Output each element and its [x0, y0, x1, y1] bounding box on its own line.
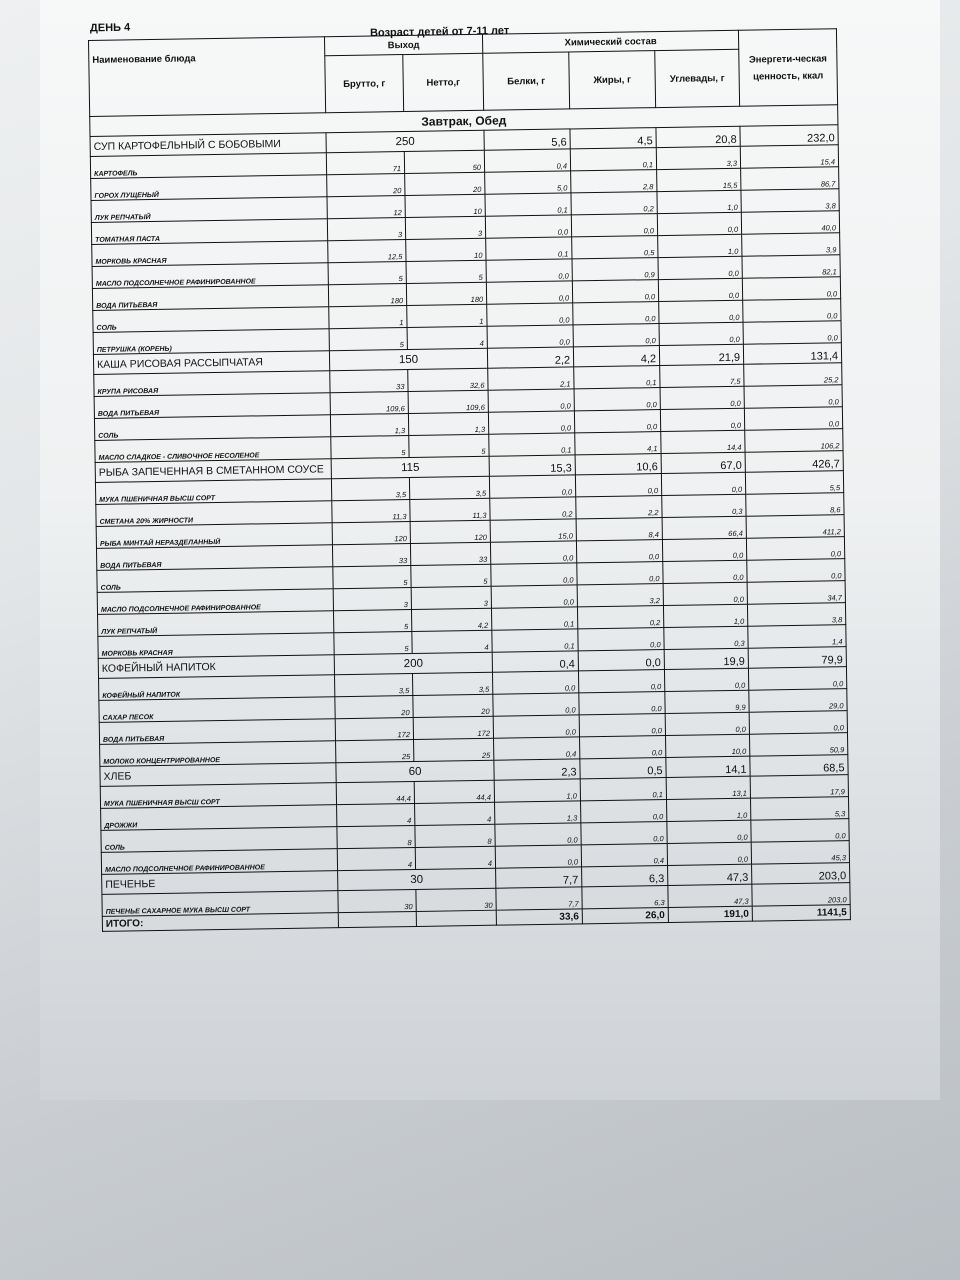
total-fat: 26,0: [582, 907, 668, 923]
carbs-value: 1,0: [667, 798, 751, 821]
protein-value: 0,0: [485, 215, 571, 238]
brutto-value: 25: [336, 739, 414, 762]
energy-value: 0,0: [744, 407, 842, 431]
carbs-value: 0,0: [657, 212, 741, 235]
energy-value: 40,0: [741, 211, 839, 235]
energy-value: 0,0: [742, 277, 840, 301]
ingredient-name: СОЛЬ: [101, 827, 337, 853]
fat-value: 0,0: [579, 692, 665, 715]
energy-value: 3,8: [741, 189, 839, 213]
protein-value: 0,1: [491, 607, 577, 630]
fat-value: 0,0: [579, 714, 665, 737]
fat-value: 0,0: [573, 324, 659, 347]
ingredient-name: ТОМАТНАЯ ПАСТА: [91, 219, 327, 245]
protein-value: 15,0: [490, 519, 576, 542]
brutto-value: 44,4: [336, 781, 414, 804]
netto-value: 5: [406, 260, 486, 283]
brutto-value: 200: [334, 652, 492, 674]
col-fat-header: Жиры, г: [569, 51, 656, 109]
ingredient-name: САХАР ПЕСОК: [99, 697, 335, 723]
energy-value: 86,7: [741, 167, 839, 191]
energy-value: 8,6: [746, 493, 844, 517]
protein-value: 0,0: [488, 411, 574, 434]
carbs-value: 1,0: [658, 234, 742, 257]
carbs-value: 20,8: [656, 126, 740, 147]
protein-value: 2,2: [487, 347, 573, 368]
brutto-value: 250: [326, 130, 484, 152]
netto-value: 8: [415, 824, 495, 847]
carbs-value: 0,0: [663, 560, 747, 583]
col-chem-header: Химический состав: [482, 30, 738, 53]
dish-name: ХЛЕБ: [100, 763, 336, 787]
netto-value: 4,2: [411, 608, 491, 631]
carbs-value: 66,4: [662, 516, 746, 539]
ingredient-name: КРУПА РИСОВАЯ: [94, 371, 330, 397]
netto-value: 3: [411, 586, 491, 609]
carbs-value: 47,3: [668, 884, 752, 907]
netto-value: 11,3: [410, 498, 490, 521]
energy-value: 5,5: [745, 471, 843, 495]
ingredient-name: МУКА ПШЕНИЧНАЯ ВЫСШ СОРТ: [100, 783, 336, 809]
energy-value: 0,0: [743, 321, 841, 345]
menu-table-wrapper: [88, 28, 850, 932]
carbs-value: 0,0: [659, 300, 743, 323]
brutto-value: 150: [329, 348, 487, 370]
col-energy-header: Энергети-ческая ценность, ккал: [738, 29, 837, 107]
brutto-value: 12: [327, 196, 405, 219]
ingredient-name: ВОДА ПИТЬЕВАЯ: [94, 393, 330, 419]
fat-value: 0,0: [581, 800, 667, 823]
protein-value: 2,1: [488, 367, 574, 390]
fat-value: 10,6: [575, 454, 661, 475]
brutto-value: 5: [329, 328, 407, 351]
fat-value: 8,4: [576, 518, 662, 541]
brutto-value: 5: [328, 262, 406, 285]
protein-value: 0,0: [495, 823, 581, 846]
energy-value: 0,0: [746, 537, 844, 561]
fat-value: 0,5: [580, 758, 666, 779]
netto-value: 180: [406, 282, 486, 305]
energy-value: 203,0: [752, 883, 850, 907]
dish-name: РЫБА ЗАПЕЧЕННАЯ В СМЕТАННОМ СОУСЕ: [95, 459, 331, 483]
brutto-value: 11,3: [332, 500, 410, 523]
energy-value: 5,3: [751, 797, 849, 821]
ingredient-name: ЛУК РЕПЧАТЫЙ: [91, 197, 327, 223]
protein-value: 0,0: [493, 715, 579, 738]
carbs-value: 0,3: [662, 494, 746, 517]
netto-value: 20: [405, 172, 485, 195]
fat-value: 0,1: [570, 148, 656, 171]
protein-value: 0,0: [488, 389, 574, 412]
carbs-value: 9,9: [665, 690, 749, 713]
fat-value: 0,0: [574, 410, 660, 433]
energy-value: 0,0: [751, 819, 849, 843]
fat-value: 0,0: [573, 302, 659, 325]
protein-value: 0,4: [484, 149, 570, 172]
col-protein-header: Белки, г: [483, 52, 570, 110]
carbs-value: 0,0: [660, 408, 744, 431]
netto-value: 120: [410, 520, 490, 543]
carbs-value: 67,0: [661, 452, 745, 473]
ingredient-name: МОРКОВЬ КРАСНАЯ: [92, 241, 328, 267]
energy-value: 68,5: [750, 755, 848, 777]
dish-name: ПЕЧЕНЬЕ: [102, 871, 338, 895]
fat-value: 2,2: [576, 496, 662, 519]
protein-value: 7,7: [496, 887, 582, 910]
netto-value: 3,5: [409, 476, 489, 499]
total-energy: 1141,5: [752, 905, 850, 922]
fat-value: 0,0: [578, 670, 664, 693]
brutto-value: 4: [337, 847, 415, 870]
protein-value: 0,1: [492, 629, 578, 652]
ingredient-name: ДРОЖЖИ: [101, 805, 337, 831]
protein-value: 15,3: [489, 455, 575, 476]
ingredient-name: МАСЛО ПОДСОЛНЕЧНОЕ РАФИНИРОВАННОЕ: [101, 849, 337, 875]
brutto-value: 109,6: [330, 392, 408, 415]
protein-value: 7,7: [496, 867, 582, 888]
protein-value: 1,0: [494, 779, 580, 802]
carbs-value: 0,0: [665, 712, 749, 735]
netto-value: 10: [405, 194, 485, 217]
fat-value: 0,0: [574, 388, 660, 411]
fat-value: 4,1: [575, 432, 661, 455]
brutto-value: 12,5: [328, 240, 406, 263]
brutto-value: 1: [329, 306, 407, 329]
ingredient-name: ГОРОХ ЛУЩЕНЫЙ: [91, 175, 327, 201]
energy-value: 50,9: [750, 733, 848, 757]
protein-value: 2,3: [494, 759, 580, 780]
netto-value: 5: [409, 434, 489, 457]
dish-name: СУП КАРТОФЕЛЬНЫЙ С БОБОВЫМИ: [90, 133, 326, 157]
fat-value: 0,5: [572, 236, 658, 259]
brutto-value: 3: [333, 587, 411, 610]
protein-value: 0,0: [486, 259, 572, 282]
brutto-value: 3,5: [334, 673, 412, 696]
ingredient-name: МАСЛО СЛАДКОЕ - СЛИВОЧНОЕ НЕСОЛЕНОЕ: [95, 437, 331, 463]
fat-value: 0,0: [578, 650, 664, 671]
ingredient-name: МАСЛО ПОДСОЛНЕЧНОЕ РАФИНИРОВАННОЕ: [92, 263, 328, 289]
netto-value: 44,4: [414, 780, 494, 803]
protein-value: 5,6: [484, 129, 570, 150]
meal-section-title: Завтрак, Обед: [90, 105, 838, 137]
carbs-value: 7,5: [660, 364, 744, 387]
total-protein: 33,6: [496, 909, 582, 925]
nutrition-table: [88, 28, 851, 932]
brutto-value: 5: [334, 631, 412, 654]
carbs-value: 0,0: [658, 256, 742, 279]
ingredient-name: КАРТОФЕЛЬ: [90, 153, 326, 179]
total-netto: [416, 910, 496, 926]
total-label: ИТОГО:: [102, 913, 338, 932]
fat-value: 0,1: [580, 778, 666, 801]
energy-value: 34,7: [747, 581, 845, 605]
netto-value: 50: [404, 150, 484, 173]
brutto-value: 30: [338, 889, 416, 912]
netto-value: 32,6: [408, 368, 488, 391]
ingredient-name: СОЛЬ: [93, 307, 329, 333]
carbs-value: 15,5: [657, 168, 741, 191]
ingredient-name: ПЕЧЕНЬЕ САХАРНОЕ МУКА ВЫСШ СОРТ: [102, 891, 338, 917]
energy-value: 0,0: [744, 385, 842, 409]
carbs-value: 1,0: [663, 604, 747, 627]
netto-value: 33: [410, 542, 490, 565]
fat-value: 0,0: [571, 214, 657, 237]
age-group-title: Возраст детей от 7-11 лет: [369, 24, 510, 40]
protein-value: 0,0: [495, 845, 581, 868]
brutto-value: 20: [327, 174, 405, 197]
carbs-value: 0,3: [664, 626, 748, 649]
brutto-value: 180: [328, 284, 406, 307]
ingredient-name: МАСЛО ПОДСОЛНЕЧНОЕ РАФИНИРОВАННОЕ: [97, 589, 333, 615]
ingredient-name: МУКА ПШЕНИЧНАЯ ВЫСШ СОРТ: [95, 479, 331, 505]
col-output-header: Выход: [324, 34, 482, 55]
carbs-value: 0,0: [667, 820, 751, 843]
protein-value: 0,0: [490, 541, 576, 564]
brutto-value: 3: [327, 218, 405, 241]
netto-value: 20: [413, 694, 493, 717]
fat-value: 0,0: [576, 540, 662, 563]
fat-value: 4,5: [570, 128, 656, 149]
carbs-value: 0,0: [658, 278, 742, 301]
col-brutto-header: Брутто, г: [325, 55, 404, 113]
ingredient-name: ЛУК РЕПЧАТЫЙ: [98, 611, 334, 637]
netto-value: 30: [416, 888, 496, 911]
brutto-value: 71: [326, 152, 404, 175]
netto-value: 4: [415, 802, 495, 825]
ingredient-name: ВОДА ПИТЬЕВАЯ: [99, 719, 335, 745]
brutto-value: 33: [332, 543, 410, 566]
fat-value: 0,1: [574, 366, 660, 389]
fat-value: 0,0: [581, 822, 667, 845]
brutto-value: 8: [337, 825, 415, 848]
fat-value: 0,0: [580, 736, 666, 759]
brutto-value: 5: [333, 609, 411, 632]
fat-value: 0,0: [572, 280, 658, 303]
protein-value: 5,0: [485, 171, 571, 194]
protein-value: 0,2: [490, 497, 576, 520]
protein-value: 0,4: [492, 651, 578, 672]
energy-value: 131,4: [743, 343, 841, 365]
carbs-value: 0,0: [661, 472, 745, 495]
fat-value: 0,9: [572, 258, 658, 281]
energy-value: 25,2: [744, 363, 842, 387]
brutto-value: 1,3: [330, 414, 408, 437]
netto-value: 4: [415, 846, 495, 869]
netto-value: 172: [413, 716, 493, 739]
ingredient-name: РЫБА МИНТАЙ НЕРАЗДЕЛАННЫЙ: [96, 523, 332, 549]
protein-value: 0,0: [493, 693, 579, 716]
ingredient-name: СОЛЬ: [94, 415, 330, 441]
carbs-value: 1,0: [657, 190, 741, 213]
netto-value: 3: [405, 216, 485, 239]
fat-value: 0,0: [577, 562, 663, 585]
total-brutto: [338, 911, 416, 927]
carbs-value: 14,4: [661, 430, 745, 453]
brutto-value: 33: [330, 370, 408, 393]
col-netto-header: Нетто,г: [403, 53, 484, 111]
netto-value: 4: [407, 326, 487, 349]
ingredient-name: СОЛЬ: [97, 567, 333, 593]
energy-value: 79,9: [748, 647, 846, 669]
fat-value: 0,0: [575, 474, 661, 497]
carbs-value: 19,9: [664, 648, 748, 669]
netto-value: 10: [406, 238, 486, 261]
protein-value: 0,0: [492, 671, 578, 694]
carbs-value: 0,0: [667, 842, 751, 865]
brutto-value: 60: [336, 760, 494, 782]
energy-value: 82,1: [742, 255, 840, 279]
ingredient-name: ПЕТРУШКА (КОРЕНЬ): [93, 329, 329, 355]
carbs-value: 0,0: [659, 322, 743, 345]
netto-value: 1: [407, 304, 487, 327]
protein-value: 0,0: [491, 585, 577, 608]
fat-value: 3,2: [577, 584, 663, 607]
ingredient-name: МОЛОКО КОНЦЕНТРИРОВАННОЕ: [100, 741, 336, 767]
energy-value: 411,2: [746, 515, 844, 539]
energy-value: 106,2: [745, 429, 843, 453]
dish-name: КАША РИСОВАЯ РАССЫПЧАТАЯ: [93, 351, 329, 375]
protein-value: 0,0: [489, 475, 575, 498]
fat-value: 0,0: [578, 628, 664, 651]
carbs-value: 47,3: [668, 864, 752, 885]
energy-value: 3,8: [747, 603, 845, 627]
carbs-value: 0,0: [662, 538, 746, 561]
brutto-value: 120: [332, 522, 410, 545]
carbs-value: 0,0: [663, 582, 747, 605]
protein-value: 1,3: [495, 801, 581, 824]
brutto-value: 20: [335, 695, 413, 718]
carbs-value: 0,0: [660, 386, 744, 409]
fat-value: 6,3: [582, 865, 668, 886]
brutto-value: 5: [331, 436, 409, 459]
ingredient-name: ВОДА ПИТЬЕВАЯ: [96, 545, 332, 571]
protein-value: 0,0: [487, 303, 573, 326]
col-name-header: Наименование блюда: [89, 37, 326, 117]
energy-value: 232,0: [740, 125, 838, 147]
energy-value: 203,0: [752, 863, 850, 885]
protein-value: 0,0: [491, 563, 577, 586]
fat-value: 0,2: [577, 606, 663, 629]
energy-value: 15,4: [740, 145, 838, 169]
col-carbs-header: Углевады, г: [655, 49, 740, 107]
brutto-value: 115: [331, 456, 489, 478]
energy-value: 426,7: [745, 451, 843, 473]
total-carbs: 191,0: [668, 906, 752, 922]
fat-value: 6,3: [582, 885, 668, 908]
day-label: ДЕНЬ 4: [89, 21, 131, 35]
energy-value: 0,0: [749, 711, 847, 735]
protein-value: 0,1: [486, 237, 572, 260]
brutto-value: 3,5: [331, 478, 409, 501]
fat-value: 4,2: [573, 346, 659, 367]
carbs-value: 10,0: [666, 734, 750, 757]
dish-name: КОФЕЙНЫЙ НАПИТОК: [98, 655, 334, 679]
carbs-value: 13,1: [666, 776, 750, 799]
netto-value: 109,6: [408, 390, 488, 413]
netto-value: 25: [414, 738, 494, 761]
energy-value: 29,0: [749, 689, 847, 713]
netto-value: 5: [411, 564, 491, 587]
fat-value: 0,4: [581, 844, 667, 867]
energy-value: 3,9: [742, 233, 840, 257]
energy-value: 45,3: [751, 841, 849, 865]
brutto-value: 5: [333, 565, 411, 588]
carbs-value: 3,3: [656, 146, 740, 169]
brutto-value: 4: [337, 803, 415, 826]
ingredient-name: МОРКОВЬ КРАСНАЯ: [98, 633, 334, 659]
brutto-value: 30: [338, 868, 496, 890]
protein-value: 0,0: [487, 325, 573, 348]
protein-value: 0,1: [485, 193, 571, 216]
netto-value: 4: [412, 630, 492, 653]
fat-value: 0,2: [571, 192, 657, 215]
brutto-value: 172: [335, 717, 413, 740]
energy-value: 0,0: [747, 559, 845, 583]
ingredient-name: КОФЕЙНЫЙ НАПИТОК: [99, 675, 335, 701]
carbs-value: 14,1: [666, 756, 750, 777]
energy-value: 1,4: [748, 625, 846, 649]
ingredient-name: ВОДА ПИТЬЕВАЯ: [92, 285, 328, 311]
energy-value: 0,0: [748, 667, 846, 691]
energy-value: 0,0: [743, 299, 841, 323]
protein-value: 0,0: [486, 281, 572, 304]
netto-value: 3,5: [412, 672, 492, 695]
protein-value: 0,4: [494, 737, 580, 760]
protein-value: 0,1: [489, 433, 575, 456]
carbs-value: 0,0: [664, 668, 748, 691]
ingredient-name: СМЕТАНА 20% ЖИРНОСТИ: [96, 501, 332, 527]
netto-value: 1,3: [408, 412, 488, 435]
carbs-value: 21,9: [659, 344, 743, 365]
energy-value: 17,9: [750, 775, 848, 799]
fat-value: 2,8: [571, 170, 657, 193]
